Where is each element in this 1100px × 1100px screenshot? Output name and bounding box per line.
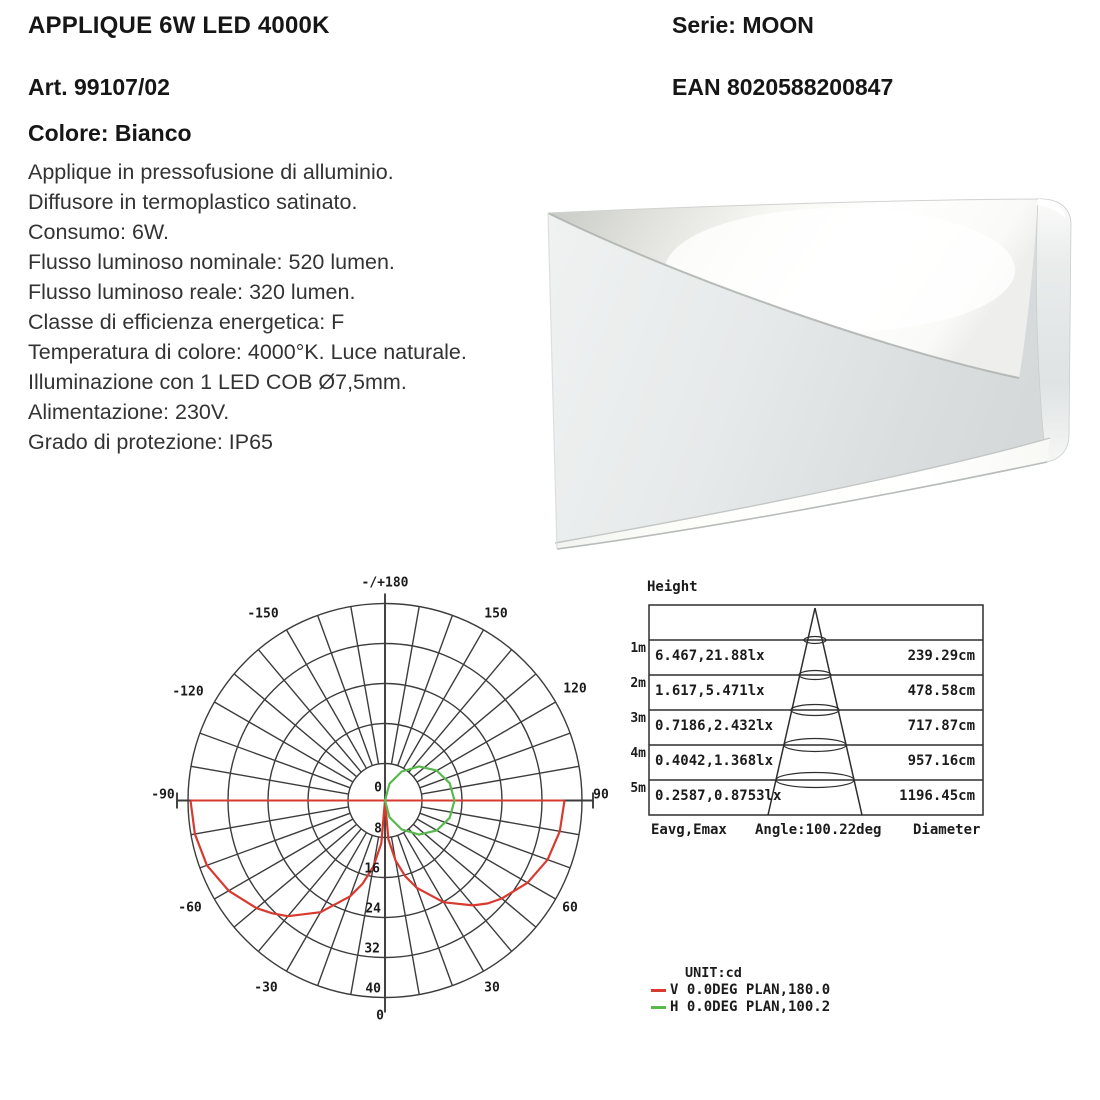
- angle-label-30: 30: [484, 980, 500, 996]
- diameter-2m: 478.58cm: [907, 683, 975, 699]
- angle-label-120: 120: [563, 681, 587, 697]
- v-plane-curve: [191, 801, 565, 917]
- angle-label-m30: -30: [254, 980, 278, 996]
- row-label-3m: 3m: [630, 711, 646, 726]
- eavg-emax-3m: 0.7186,2.432lx: [655, 718, 774, 734]
- description-line: Applique in pressofusione di alluminio.: [28, 160, 394, 184]
- angle-label-180: -/+180: [361, 575, 409, 591]
- polar-chart: [140, 560, 630, 1040]
- diameter-1m: 239.29cm: [907, 648, 975, 664]
- description-line: Alimentazione: 230V.: [28, 400, 230, 424]
- h-curve-label: H 0.0DEG PLAN,100.2: [670, 999, 831, 1015]
- description-line: Classe di efficienza energetica: F: [28, 310, 345, 334]
- v-curve-swatch: [651, 989, 666, 992]
- eavg-emax-1m: 6.467,21.88lx: [655, 648, 765, 664]
- radial-label-16: 16: [364, 861, 380, 877]
- unit-label: UNIT:cd: [685, 965, 742, 981]
- polar-legend: [640, 962, 900, 1022]
- product-description: [28, 157, 467, 457]
- row-label-2m: 2m: [630, 676, 646, 691]
- description-line: Flusso luminoso reale: 320 lumen.: [28, 280, 356, 304]
- description-line: Illuminazione con 1 LED COB Ø7,5mm.: [28, 370, 407, 394]
- angle-label-150: 150: [484, 606, 508, 622]
- radial-label-8: 8: [374, 821, 382, 837]
- ean-label: EAN 8020588200847: [672, 74, 894, 100]
- angle-label-0: 0: [376, 1008, 384, 1024]
- radial-label-32: 32: [364, 941, 380, 957]
- diameter-3m: 717.87cm: [907, 718, 975, 734]
- radial-label-0: 0: [374, 780, 382, 796]
- row-label-4m: 4m: [630, 746, 646, 761]
- eavg-emax-4m: 0.4042,1.368lx: [655, 753, 774, 769]
- footer-eavg-emax: Eavg,Emax: [651, 822, 727, 838]
- height-title: Height: [647, 579, 698, 595]
- angle-label-m120: -120: [172, 684, 204, 700]
- product-title: APPLIQUE 6W LED 4000K: [28, 12, 330, 39]
- radial-label-24: 24: [365, 901, 381, 917]
- row-label-5m: 5m: [630, 781, 646, 796]
- eavg-emax-5m: 0.2587,0.8753lx: [655, 788, 782, 804]
- cone-diagram: [620, 580, 1000, 860]
- angle-label-m150: -150: [247, 606, 279, 622]
- description-line: Grado di protezione: IP65: [28, 430, 274, 454]
- cone-box: [649, 605, 983, 815]
- description-line: Temperatura di colore: 4000°K. Luce naturale.: [28, 340, 467, 364]
- angle-label-60: 60: [562, 900, 578, 916]
- article-number: Art. 99107/02: [28, 74, 170, 100]
- description-line: Diffusore in termoplastico satinato.: [28, 190, 358, 214]
- diameter-4m: 957.16cm: [907, 753, 975, 769]
- footer-diameter: Diameter: [913, 822, 981, 838]
- angle-label-90: 90: [593, 787, 609, 803]
- row-label-1m: 1m: [630, 641, 646, 656]
- radial-label-40: 40: [365, 981, 381, 997]
- diameter-5m: 1196.45cm: [899, 788, 975, 804]
- polar-chart-canvas: [140, 560, 630, 1040]
- color-label: Colore: Bianco: [28, 120, 192, 146]
- footer-angle: Angle:100.22deg: [755, 822, 882, 838]
- angle-label-m60: -60: [178, 900, 202, 916]
- product-photo: [540, 185, 1100, 565]
- description-line: Flusso luminoso nominale: 520 lumen.: [28, 250, 395, 274]
- eavg-emax-2m: 1.617,5.471lx: [655, 683, 765, 699]
- series-label: Serie: MOON: [672, 12, 814, 38]
- description-line: Consumo: 6W.: [28, 220, 169, 244]
- v-curve-label: V 0.0DEG PLAN,180.0: [670, 982, 831, 998]
- angle-label-m90: -90: [151, 787, 175, 803]
- wall-light-image: [540, 185, 1100, 565]
- h-curve-swatch: [651, 1006, 666, 1009]
